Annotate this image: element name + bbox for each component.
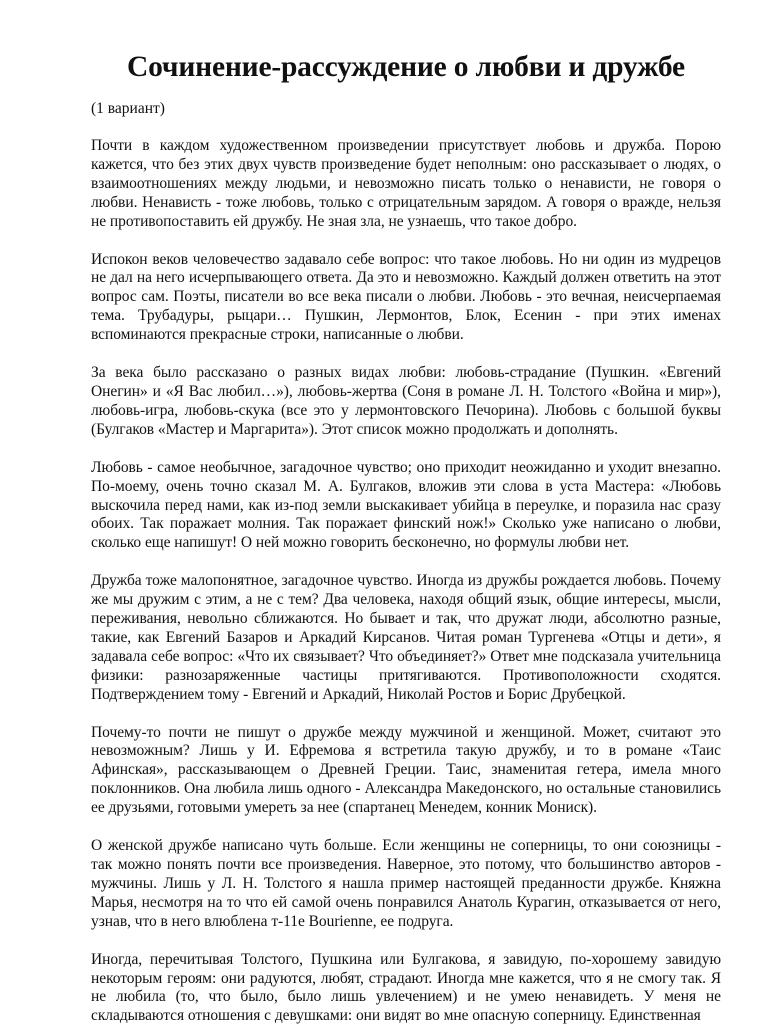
document-page bbox=[91, 0, 721, 1026]
paragraph: За века было рассказано о разных видах любви: любовь-страдание (Пушкин. «Евгений Онегин» и «Я Вас любил…»), любовь-жертва (Соня в романе Л. Н. Толстого «Война и мир»), любовь-игра, любовь-скука (все это у лермонтовского Печорина). Любовь с большой буквы (Булгаков «Мастер и Маргарита»). Этот список можно продолжать и дополнять. bbox=[91, 364, 721, 438]
paragraph: Дружба тоже малопонятное, загадочное чувство. Иногда из дружбы рождается любовь. Почему же мы дружим с этим, а не с тем? Два человека, находя общий язык, общие интересы, мысли, переживания, невольно сближаются. Но бывает и так, что дружат люди, абсолютно разные, такие, как Евгений Базаров и Аркадий Кирсанов. Читая роман Тургенева «Отцы и дети», я задавала себе вопрос: «Что их связывает? Что объединяет?» Ответ мне подсказала учительница физики: разнозаряженные частицы притягиваются. Противоположности сходятся. Подтверждением тому - Евгений и Аркадий, Николай Ростов и Борис Друбецкой. bbox=[91, 572, 721, 703]
paragraph: Иногда, перечитывая Толстого, Пушкина или Булгакова, я завидую, по-хорошему завидую некоторым героям: они радуются, любят, страдают. Иногда мне кажется, что я не смогу так. Я не любила (то, что было, было лишь увлечением) и не умею ненавидеть. У меня не складываются отношения с девушками: они видят во мне опасную соперницу. Единственная bbox=[91, 950, 721, 1025]
document-title: Сочинение-рассуждение о любви и дружбе bbox=[127, 51, 685, 83]
paragraph: Любовь - самое необычное, загадочное чувство; оно приходит неожиданно и уходит внезапно. По-моему, очень точно сказал М. А. Булгаков, вложив эти слова в уста Мастера: «Любовь выскочила перед нами, как из-под земли выскакивает убийца в переулке, и поразила нас сразу обоих. Так поражает молния. Так поражает финский нож!» Сколько уже написано о любви, сколько еще напишут! О ней можно говорить бесконечно, но формулы любви нет. bbox=[91, 458, 721, 552]
variant-label: (1 вариант) bbox=[91, 100, 165, 117]
paragraph: О женской дружбе написано чуть больше. Если женщины не соперницы, то они союзницы - так можно понять почти все произведения. Наверное, это потому, что большинство авторов - мужчины. Лишь у Л. Н. Толстого я нашла пример настоящей преданности дружбе. Княжна Марья, несмотря на то что ей самой очень понравился Анатоль Курагин, отказывается от него, узнав, что в него влюблена т-11е Bourienne, ее подруга. bbox=[91, 837, 721, 930]
paragraph: Почти в каждом художественном произведении присутствует любовь и дружба. Порою кажется, что без этих двух чувств произведение будет неполным: оно рассказывает о людях, о взаимоотношениях между людьми, и невозможно писать только о ненависти, не говоря о любви. Ненависть - тоже любовь, только с отрицательным зарядом. А говоря о вражде, нельзя не противопоставить ей дружбу. Не зная зла, не узнаешь, что такое добро. bbox=[91, 137, 721, 230]
paragraph: Почему-то почти не пишут о дружбе между мужчиной и женщиной. Может, считают это невозможным? Лишь у И. Ефремова я встретила такую дружбу, и то в романе «Таис Афинская», рассказывающем о Древней Греции. Таис, знаменитая гетера, имела много поклонников. Она любила лишь одного - Александра Македонского, но остальные становились ее друзьями, готовыми умереть за нее (спартанец Менедем, конник Мониск). bbox=[91, 723, 721, 817]
paragraph: Испокон веков человечество задавало себе вопрос: что такое любовь. Но ни один из мудрецов не дал на него исчерпывающего ответа. Да это и невозможно. Каждый должен ответить на этот вопрос сам. Поэты, писатели во все века писали о любви. Любовь - это вечная, неисчерпаемая тема. Трубадуры, рыцари… Пушкин, Лермонтов, Блок, Есенин - при этих именах вспоминаются прекрасные строки, написанные о любви. bbox=[91, 250, 721, 344]
